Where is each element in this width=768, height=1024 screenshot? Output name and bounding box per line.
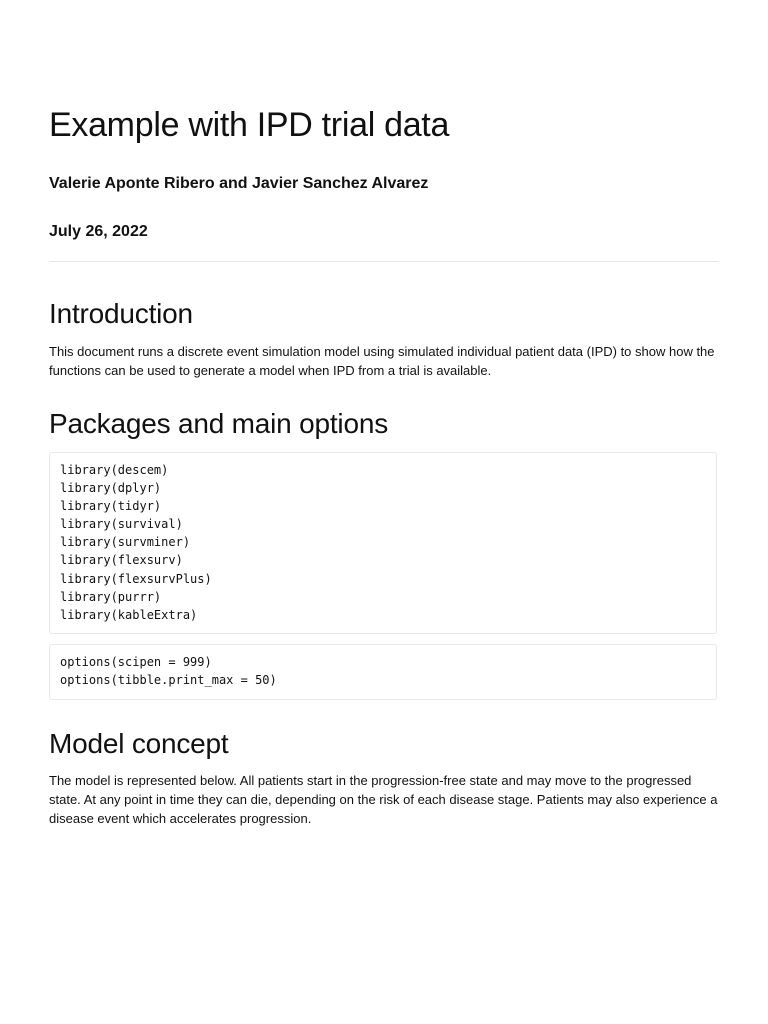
code-line: library(descem) (60, 463, 169, 477)
code-line: library(kableExtra) (60, 607, 198, 622)
code-line: library(tidyr) (60, 499, 162, 514)
code-line: library(flexsurv) (60, 553, 183, 568)
code-line: options(scipen = 999) (60, 655, 212, 669)
code-line: library(dplyr) (60, 481, 162, 496)
introduction-heading: Introduction (49, 298, 193, 329)
code-line: library(survminer) (60, 535, 191, 550)
code-line: library(flexsurvPlus) (60, 571, 212, 586)
model-concept-heading: Model concept (49, 728, 229, 759)
code-line: library(survival) (60, 517, 183, 532)
code-line: options(tibble.print_max = 50) (60, 673, 277, 688)
document-date: July 26, 2022 (49, 223, 148, 240)
introduction-paragraph: This document runs a discrete event simulation model using simulated individual patient data (IPD) to show how the functions can be used to generate a model when IPD from a trial is available. (49, 344, 715, 378)
code-line: library(purrr) (60, 589, 162, 604)
header-divider (49, 261, 719, 262)
model-concept-paragraph: The model is represented below. All patients start in the progression-free state and may move to the progressed state. At any point in time they can die, depending on the risk of each disease stage. Patients may also experience a disease event which accelerates progression. (49, 773, 718, 826)
code-block-options[interactable] (49, 644, 717, 700)
code-block-libraries[interactable] (49, 452, 717, 634)
document-title: Example with IPD trial data (49, 106, 450, 144)
document-authors: Valerie Aponte Ribero and Javier Sanchez Alvarez (49, 175, 429, 192)
packages-heading: Packages and main options (49, 408, 388, 439)
